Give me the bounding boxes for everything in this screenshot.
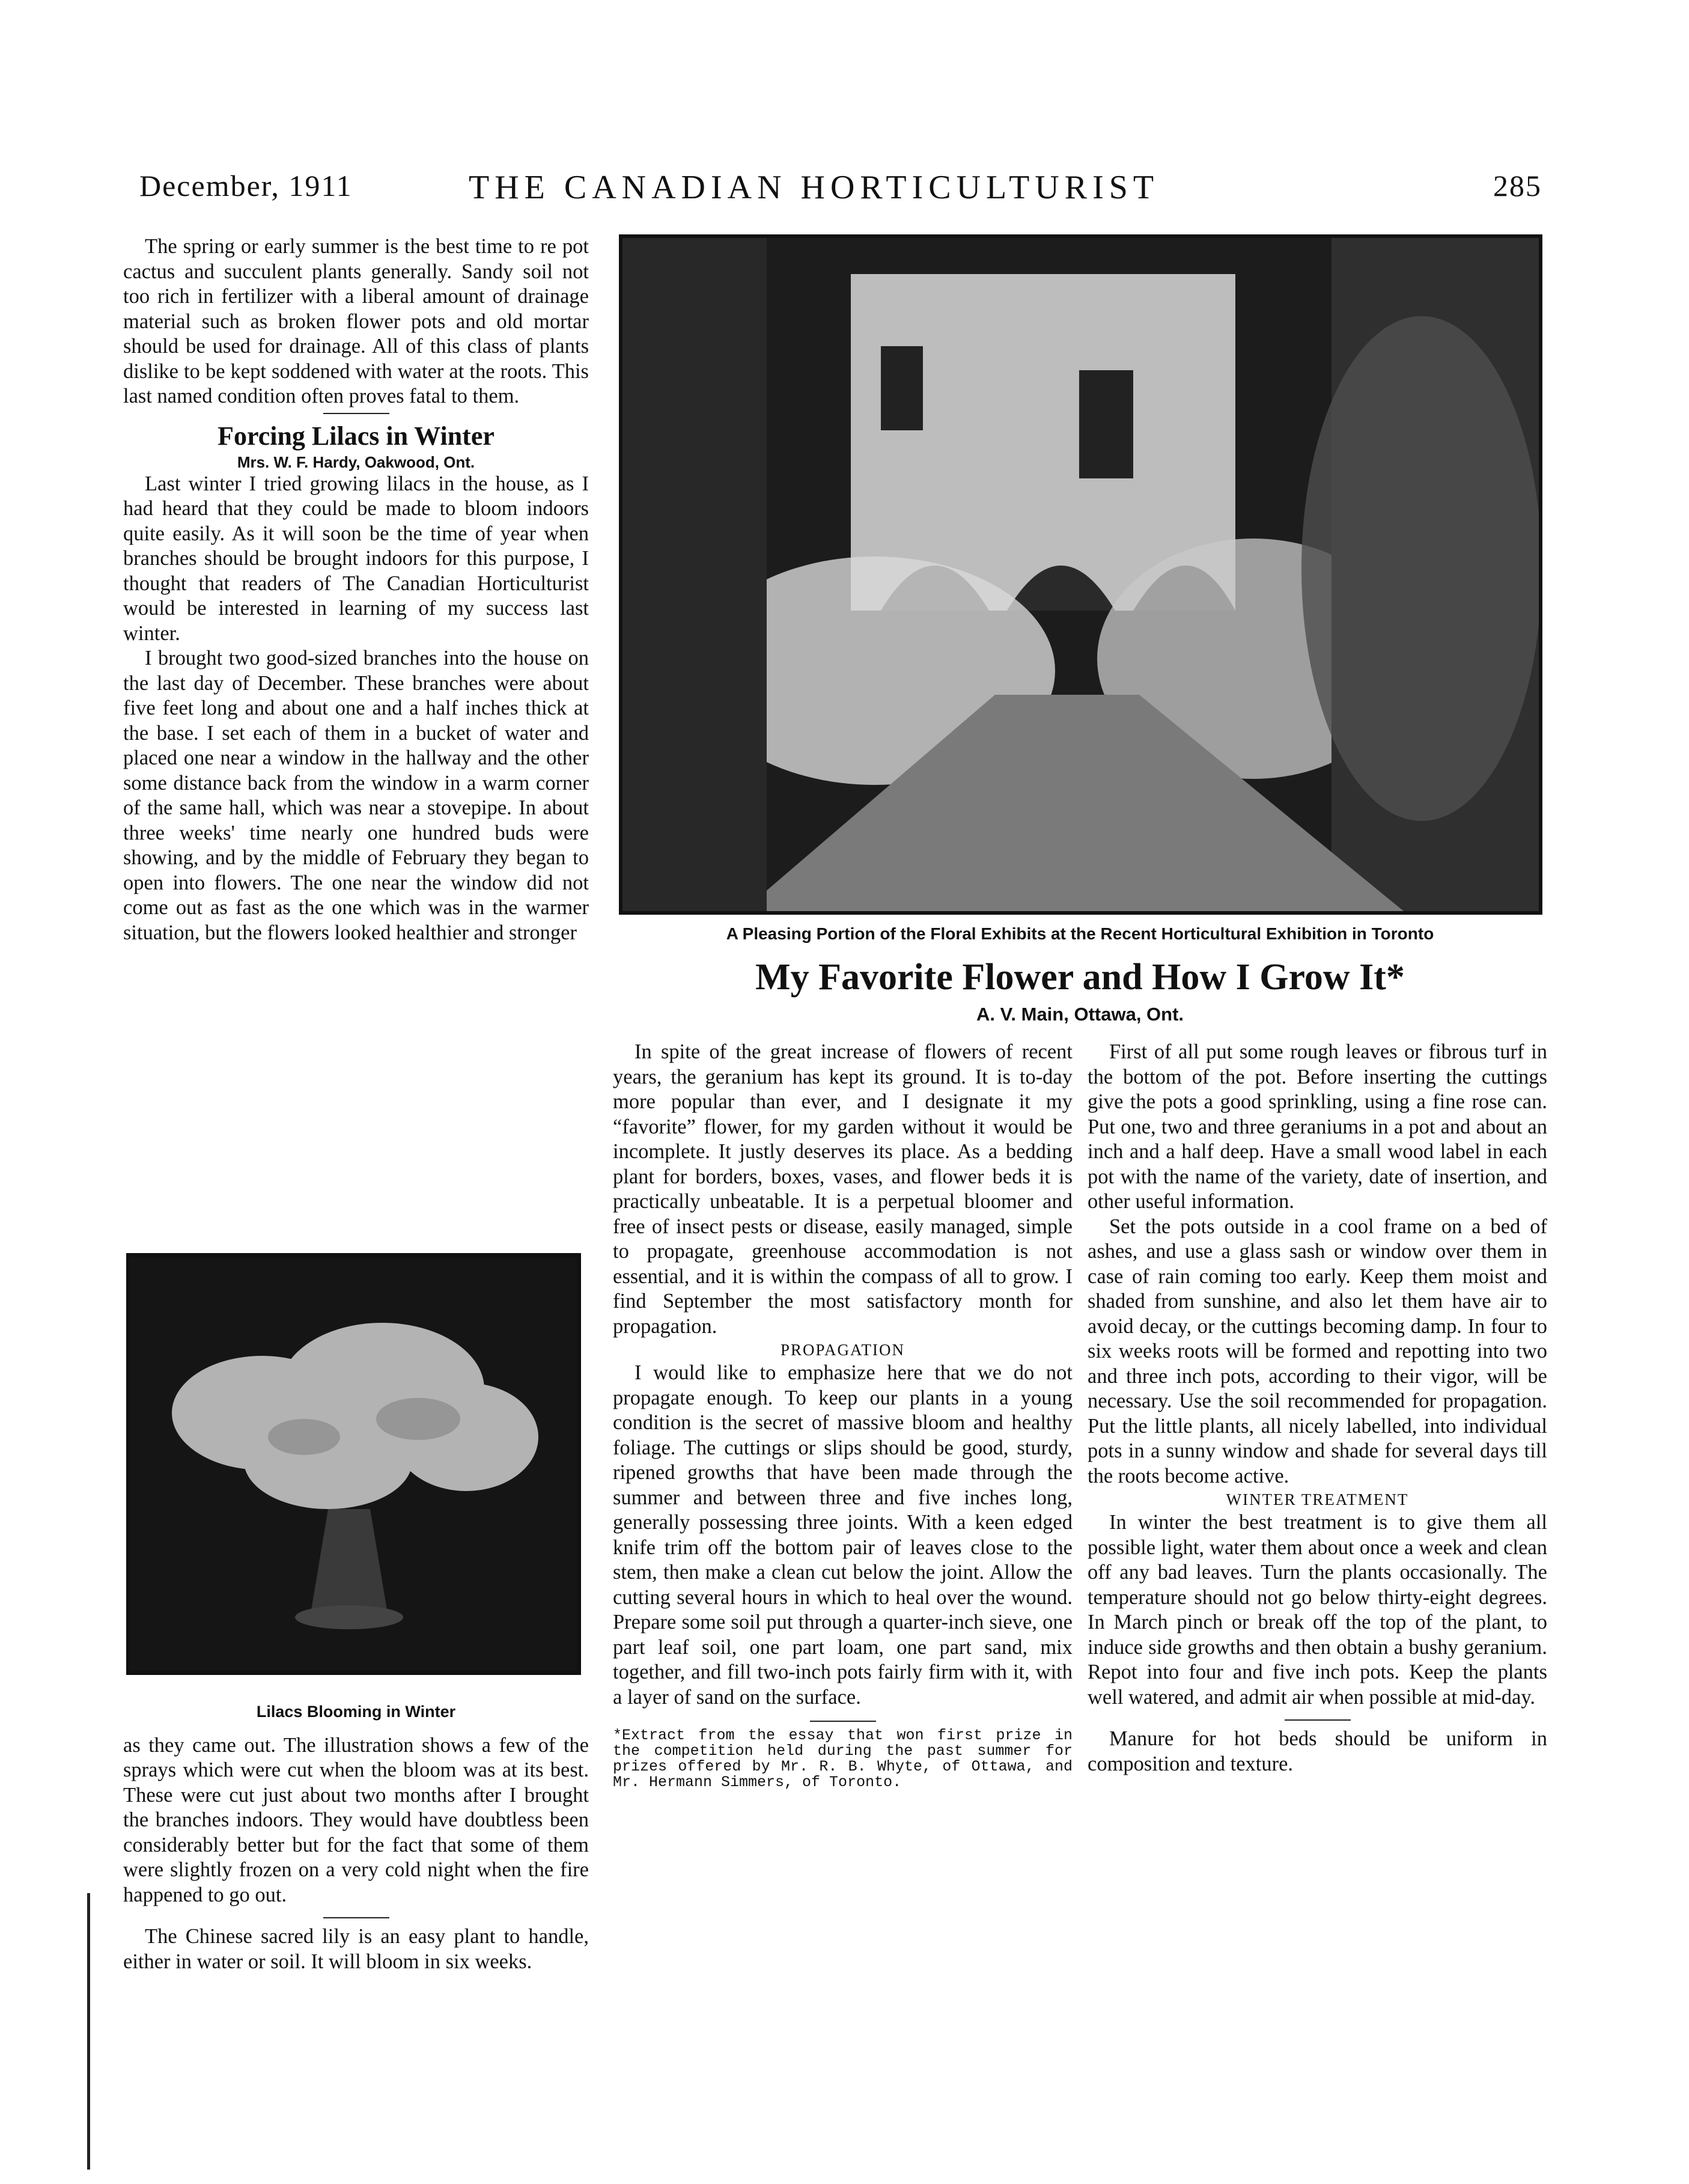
lilac-bouquet-image	[130, 1257, 577, 1671]
propagation-subheading: PROPAGATION	[780, 1341, 905, 1359]
lilac-paragraph-3: as they came out. The illustration shows a few of the sprays which were cut when the bloom was at its best. These were cut just about two months after I brought the branches indoors. They would have doubtless been considerably better but for the fact that some of them were slightly frozen on a very cold night when the fire happened to go out.	[123, 1733, 589, 1906]
cuttings-paragraph: First of all put some rough leaves or fibrous turf in the bottom of the pot. Before inserting the cuttings give the pots a good sprinkling, using a fine rose can. Put one, two and three geraniums in a pot and about an inch and a half deep. Have a small wood label in each pot with the name of the variety, date of insertion, and other useful information.	[1088, 1040, 1547, 1213]
cactus-paragraph: The spring or early summer is the best time to re pot cactus and succulent plants generally. Sandy soil not too rich in fertilizer with a liberal amount of drainage material such as broken flower pots and old mortar should be used for drainage. All of this class of plants dislike to be kept soddened with water at the roots. This last named condition often proves fatal to them.	[123, 235, 589, 407]
manure-paragraph: Manure for hot beds should be uniform in composition and texture.	[1088, 1727, 1547, 1775]
article-title: My Favorite Flower and How I Grow It*	[755, 957, 1405, 998]
magazine-title: THE CANADIAN HORTICULTURIST	[469, 169, 1160, 206]
column-1-top	[123, 234, 589, 945]
divider	[1285, 1719, 1351, 1721]
winter-treatment-paragraph: In winter the best treatment is to give them all possible light, water them about once a week and clean off any bad leaves. Turn the plants occasionally. The temperature should not go below thirty-eight degrees. In March pinch or break off the top of the plant, to induce side growths and then obtain a bushy geranium. Repot into four and five inch pots. Keep the plants well watered, and admit air when possible at mid-day.	[1088, 1511, 1547, 1709]
lilac-article-title: Forcing Lilacs in Winter	[218, 421, 495, 451]
column-3	[1088, 1040, 1547, 1777]
footnote: *Extract from the essay that won first prize in the competition held during the past summer for prizes offered by Mr. R. B. Whyte, of Ottawa, and Mr. Hermann Simmers, of Toronto.	[613, 1727, 1073, 1791]
lilac-photo-caption: Lilacs Blooming in Winter	[256, 1703, 456, 1721]
floral-exhibit-image	[622, 238, 1539, 911]
divider	[323, 413, 389, 414]
issue-date: December, 1911	[139, 169, 353, 203]
lilac-article-byline: Mrs. W. F. Hardy, Oakwood, Ont.	[237, 453, 475, 471]
lilac-paragraph-1: Last winter I tried growing lilacs in the house, as I had heard that they could be made to bloom indoors quite easily. As it will soon be the time of year when branches should be brought indoors for this purpose, I thought that readers of The Canadian Horticulturist would be interested in learning of my success last winter.	[123, 472, 589, 645]
geranium-intro-paragraph: In spite of the great increase of flowers of recent years, the geranium has kept its ground. It is to-day more popular than ever, and I designate it my “favorite” flower, for my garden without it would be incomplete. It justly deserves its place. As a bedding plant for borders, boxes, vases, and flower beds it is practically unbeatable. It is a perpetual bloomer and free of insect pests or disease, easily managed, simple to propagate, greenhouse accommodation is not essential, and it is within the compass of all to grow. I find September the most satisfactory month for propagation.	[613, 1040, 1073, 1338]
column-2	[613, 1040, 1073, 1790]
lilac-photo	[126, 1253, 581, 1675]
winter-treatment-subheading: WINTER TREATMENT	[1226, 1490, 1409, 1508]
floral-exhibit-photo	[619, 234, 1542, 915]
page-number: 285	[1493, 169, 1542, 203]
margin-line	[87, 1893, 90, 2170]
column-1-bottom	[123, 1700, 589, 1974]
article-byline: A. V. Main, Ottawa, Ont.	[976, 1004, 1184, 1025]
frame-paragraph: Set the pots outside in a cool frame on a bed of ashes, and use a glass sash or window over them in case of rain coming too early. Keep them moist and shaded from sunshine, and also let them have air to avoid decay, or the cuttings becoming damp. In four to six weeks roots will be formed and repotting into two and three inch pots, according to their vigor, will be necessary. Use the soil recommended for propagation. Put the little plants, all nicely labelled, into individual pots in a sunny window and shade for several days till the roots become active.	[1088, 1215, 1547, 1487]
lilac-paragraph-2: I brought two good-sized branches into the house on the last day of December. These branches were about five feet long and about one and a half inches thick at the base. I set each of them in a bucket of water and placed one near a window in the hallway and the other some distance back from the window in a warm corner of the same hall, which was near a stovepipe. In about three weeks' time nearly one hundred buds were showing, and by the middle of February they began to open into flowers. The one near the window did not come out as fast as the one which was in the warmer situation, but the flowers looked healthier and stronger	[123, 647, 589, 944]
divider	[810, 1721, 876, 1722]
propagation-paragraph: I would like to emphasize here that we do not propagate enough. To keep our plants in a young condition is the secret of massive bloom and healthy foliage. The cuttings or slips should be good, sturdy, ripened growths that have been made through the summer and between three and five inches long, generally possessing three joints. With a keen edged knife trim off the bottom pair of leaves close to the stem, then make a clean cut below the joint. Allow the cutting several hours in which to heal over the wound. Prepare some soil put through a quarter-inch sieve, one part leaf soil, one part loam, one part sand, mix together, and fill two-inch pots fairly firm with it, with a layer of sand on the surface.	[613, 1361, 1073, 1709]
chinese-lily-paragraph: The Chinese sacred lily is an easy plant to handle, either in water or soil. It will bloom in six weeks.	[123, 1925, 589, 1973]
divider	[323, 1917, 389, 1918]
floral-exhibit-caption: A Pleasing Portion of the Floral Exhibits at the Recent Horticultural Exhibition in Toronto	[726, 924, 1434, 943]
